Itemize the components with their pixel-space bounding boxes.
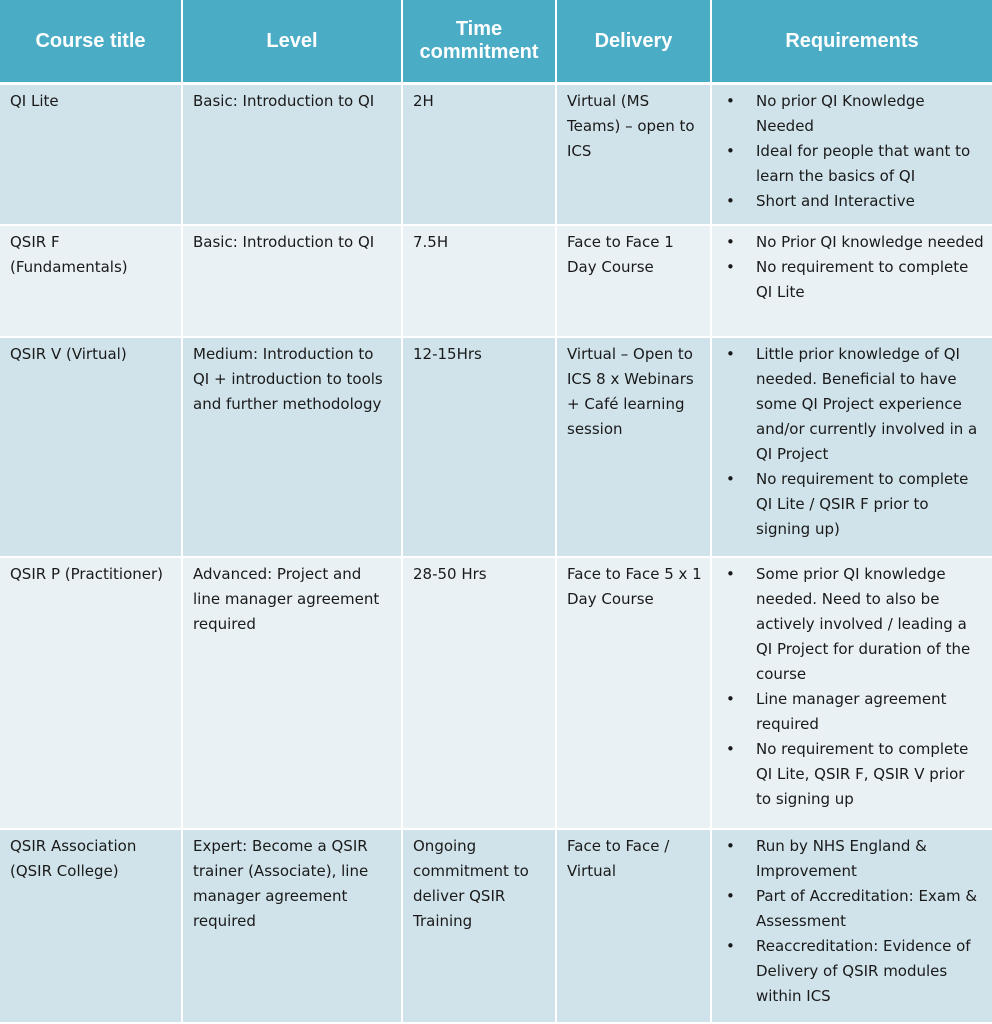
course-time: Ongoing commitment to deliver QSIR Training <box>413 837 529 931</box>
header-time-commitment: Time commitment <box>402 0 556 84</box>
course-level: Basic: Introduction to QI <box>193 92 375 110</box>
requirements-cell <box>711 829 992 1023</box>
time-cell <box>402 557 556 829</box>
requirement-item <box>722 737 984 812</box>
requirement-item <box>722 562 984 687</box>
course-delivery: Face to Face 1 Day Course <box>567 233 674 277</box>
course-title: QSIR F (Fundamentals) <box>10 233 128 277</box>
table-row <box>0 337 992 557</box>
requirement-text: No requirement to complete QI Lite, QSIR F, QSIR V prior to signing up <box>756 740 969 809</box>
header-row <box>0 0 992 84</box>
bullet-icon: • <box>726 837 735 856</box>
bullet-icon: • <box>726 470 735 489</box>
requirement-item <box>722 230 984 255</box>
table-row <box>0 829 992 1023</box>
table-row <box>0 84 992 226</box>
requirement-item <box>722 934 984 1009</box>
bullet-icon: • <box>726 740 735 759</box>
delivery-cell <box>556 829 711 1023</box>
level-cell <box>182 557 402 829</box>
course-title-cell <box>0 557 182 829</box>
course-time: 28-50 Hrs <box>413 565 487 584</box>
requirement-text: Ideal for people that want to learn the basics of QI <box>756 142 971 185</box>
requirement-text: No requirement to complete QI Lite / QSIR F prior to signing up) <box>756 470 969 539</box>
level-cell <box>182 84 402 226</box>
header-level: Level <box>182 0 402 84</box>
requirement-text: Part of Accreditation: Exam & Assessment <box>756 887 978 931</box>
course-title-cell <box>0 225 182 337</box>
requirement-text: No Prior QI knowledge needed <box>756 233 984 252</box>
course-delivery: Face to Face / Virtual <box>567 837 670 881</box>
course-title: QSIR Association (QSIR College) <box>10 837 137 881</box>
course-level: Advanced: Project and line manager agreement required <box>193 565 380 634</box>
requirement-text: Run by NHS England & Improvement <box>756 837 927 881</box>
course-title: QSIR V (Virtual) <box>10 345 127 364</box>
requirements-list <box>722 562 984 812</box>
bullet-icon: • <box>726 233 735 252</box>
bullet-icon: • <box>726 690 735 709</box>
requirement-text: Line manager agreement required <box>756 690 947 734</box>
level-cell <box>182 225 402 337</box>
course-delivery: Face to Face 5 x 1 Day Course <box>567 565 702 609</box>
bullet-icon: • <box>726 565 735 584</box>
course-level: Medium: Introduction to QI + introduction to tools and further methodology <box>193 345 383 414</box>
header-course-title: Course title <box>0 0 182 84</box>
course-time: 12-15Hrs <box>413 345 482 364</box>
course-title-cell <box>0 84 182 226</box>
header-requirements: Requirements <box>711 0 992 84</box>
requirement-text: Little prior knowledge of QI needed. Beneficial to have some QI Project experience and/or currently involved in a QI Project <box>756 345 978 464</box>
delivery-cell <box>556 84 711 226</box>
requirement-text: Some prior QI knowledge needed. Need to also be actively involved / leading a QI Project for duration of the course <box>756 565 971 684</box>
time-cell <box>402 225 556 337</box>
bullet-icon: • <box>726 887 735 906</box>
requirement-item <box>722 834 984 884</box>
requirement-item <box>722 342 984 467</box>
requirements-list <box>722 230 984 305</box>
course-delivery: Virtual – Open to ICS 8 x Webinars + Café learning session <box>567 345 694 439</box>
header-delivery: Delivery <box>556 0 711 84</box>
requirement-text: No prior QI Knowledge Needed <box>756 92 925 135</box>
bullet-icon: • <box>726 192 735 210</box>
course-title: QSIR P (Practitioner) <box>10 565 164 584</box>
requirements-list <box>722 89 984 214</box>
table-row <box>0 225 992 337</box>
requirement-item <box>722 255 984 305</box>
time-cell <box>402 829 556 1023</box>
requirement-item <box>722 884 984 934</box>
course-time: 2H <box>413 92 434 110</box>
level-cell <box>182 337 402 557</box>
bullet-icon: • <box>726 92 735 110</box>
bullet-icon: • <box>726 142 735 160</box>
requirements-list <box>722 834 984 1009</box>
delivery-cell <box>556 225 711 337</box>
requirement-item <box>722 467 984 542</box>
level-cell <box>182 829 402 1023</box>
bullet-icon: • <box>726 345 735 364</box>
time-cell <box>402 84 556 226</box>
course-title-cell <box>0 829 182 1023</box>
requirement-text: Reaccreditation: Evidence of Delivery of QSIR modules within ICS <box>756 937 971 1006</box>
course-level: Expert: Become a QSIR trainer (Associate), line manager agreement required <box>193 837 369 931</box>
course-delivery: Virtual (MS Teams) – open to ICS <box>567 92 695 160</box>
requirements-cell <box>711 84 992 226</box>
requirements-list <box>722 342 984 542</box>
requirement-item <box>722 139 984 189</box>
requirements-cell <box>711 557 992 829</box>
course-time: 7.5H <box>413 233 449 252</box>
requirement-item <box>722 189 984 214</box>
requirements-cell <box>711 337 992 557</box>
delivery-cell <box>556 557 711 829</box>
delivery-cell <box>556 337 711 557</box>
requirement-text: Short and Interactive <box>756 192 915 210</box>
requirements-cell <box>711 225 992 337</box>
table-row <box>0 557 992 829</box>
course-title-cell <box>0 337 182 557</box>
requirement-text: No requirement to complete QI Lite <box>756 258 969 302</box>
course-title: QI Lite <box>10 92 59 110</box>
bullet-icon: • <box>726 937 735 956</box>
requirement-item <box>722 687 984 737</box>
bullet-icon: • <box>726 258 735 277</box>
requirement-item <box>722 89 984 139</box>
time-cell <box>402 337 556 557</box>
course-level: Basic: Introduction to QI <box>193 233 375 252</box>
